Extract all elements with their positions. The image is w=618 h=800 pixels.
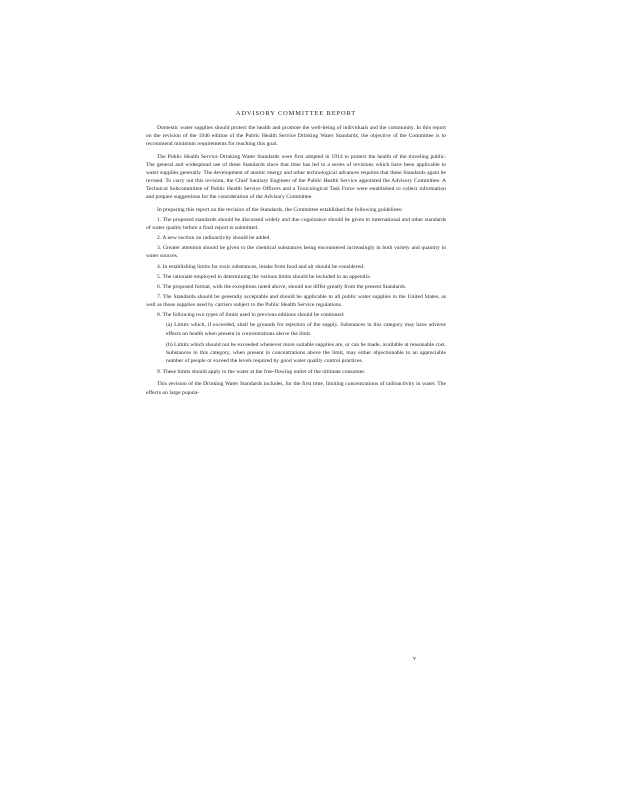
paragraph-guidelines-lead: In preparing this report on the revision of the Standards, the Committee established the following guidelines: — [157, 206, 403, 213]
guideline-4: 4. In establishing limits for toxic substances, intake from food and air should be considered. — [157, 263, 365, 270]
guideline-8-subitem-a: (a) Limits which, if exceeded, shall be grounds for rejection of the supply. Substances in this category may have adverse effects on health when present in concentrations above the limit. — [166, 322, 446, 337]
guideline-1: 1. The proposed standards should be discussed widely and due cognizance should be given to international and other standards of water quality before a final report is submitted. — [146, 216, 446, 231]
guideline-2: 2. A new section on radioactivity should be added. — [157, 235, 271, 242]
guideline-3: 3. Greater attention should be given to the chemical substances being encountered increasingly in both variety and quantity in water sources. — [146, 245, 446, 260]
paragraph-intro: Domestic water supplies should protect the health and promote the well-being of individuals and the community. In this report on the revision of the 1946 edition of the Public Health Service Drinking Water Standards, the objective of the Committee is to recommend minimum requirements for reaching this goal. — [146, 125, 446, 148]
guideline-7: 7. The Standards should be generally acceptable and should be applicable to all public water supplies in the United States, as well as those supplies used by carriers subject to the Public Health Service regulations. — [146, 293, 446, 309]
guideline-9: 9. These limits should apply to the water at the free-flowing outlet of the ultimate consumer. — [157, 369, 366, 376]
guideline-5: 5. The rationale employed in determining the various limits should be included in an appendix. — [157, 273, 372, 280]
guideline-6: 6. The proposed format, with the exceptions noted above, should not differ greatly from the present Standards. — [157, 283, 407, 290]
report-title: ADVISORY COMMITTEE REPORT — [235, 110, 357, 117]
guideline-8: 8. The following two types of limits used in previous editions should be continued: — [157, 312, 345, 319]
paragraph-radioactivity: This revision of the Drinking Water Standards includes, for the first time, limiting concentrations of radioactivity in water. The effects on large popula- — [146, 381, 446, 396]
guideline-8-subitem-b: (b) Limits which should not be exceeded whenever more suitable supplies are, or can be made, available at reasonable cost. Substances in this category, when present in concentrations above the limit, may either objectionable to an appreciable number of people or exceed the levels required by good water quality control practices. — [166, 341, 446, 365]
page-number: v — [413, 656, 416, 662]
paragraph-history: The Public Health Service Drinking Water Standards were first adopted in 1914 to protect the health of the traveling public. The general and widespread use of these Standards since that time has led to a series of revisions which have been applicable to water supplies generally. The development of atomic energy and other technological advances requires that these Standards again be revised. To carry out this revision, the Chief Sanitary Engineer of the Public Health Service appointed the Advisory Committee. A Technical Subcommittee of Public Health Service Officers and a Toxicological Task Force were established to collect information and prepare suggestions for the consideration of the Advisory Committee. — [146, 153, 446, 201]
report-page-body — [146, 110, 446, 397]
